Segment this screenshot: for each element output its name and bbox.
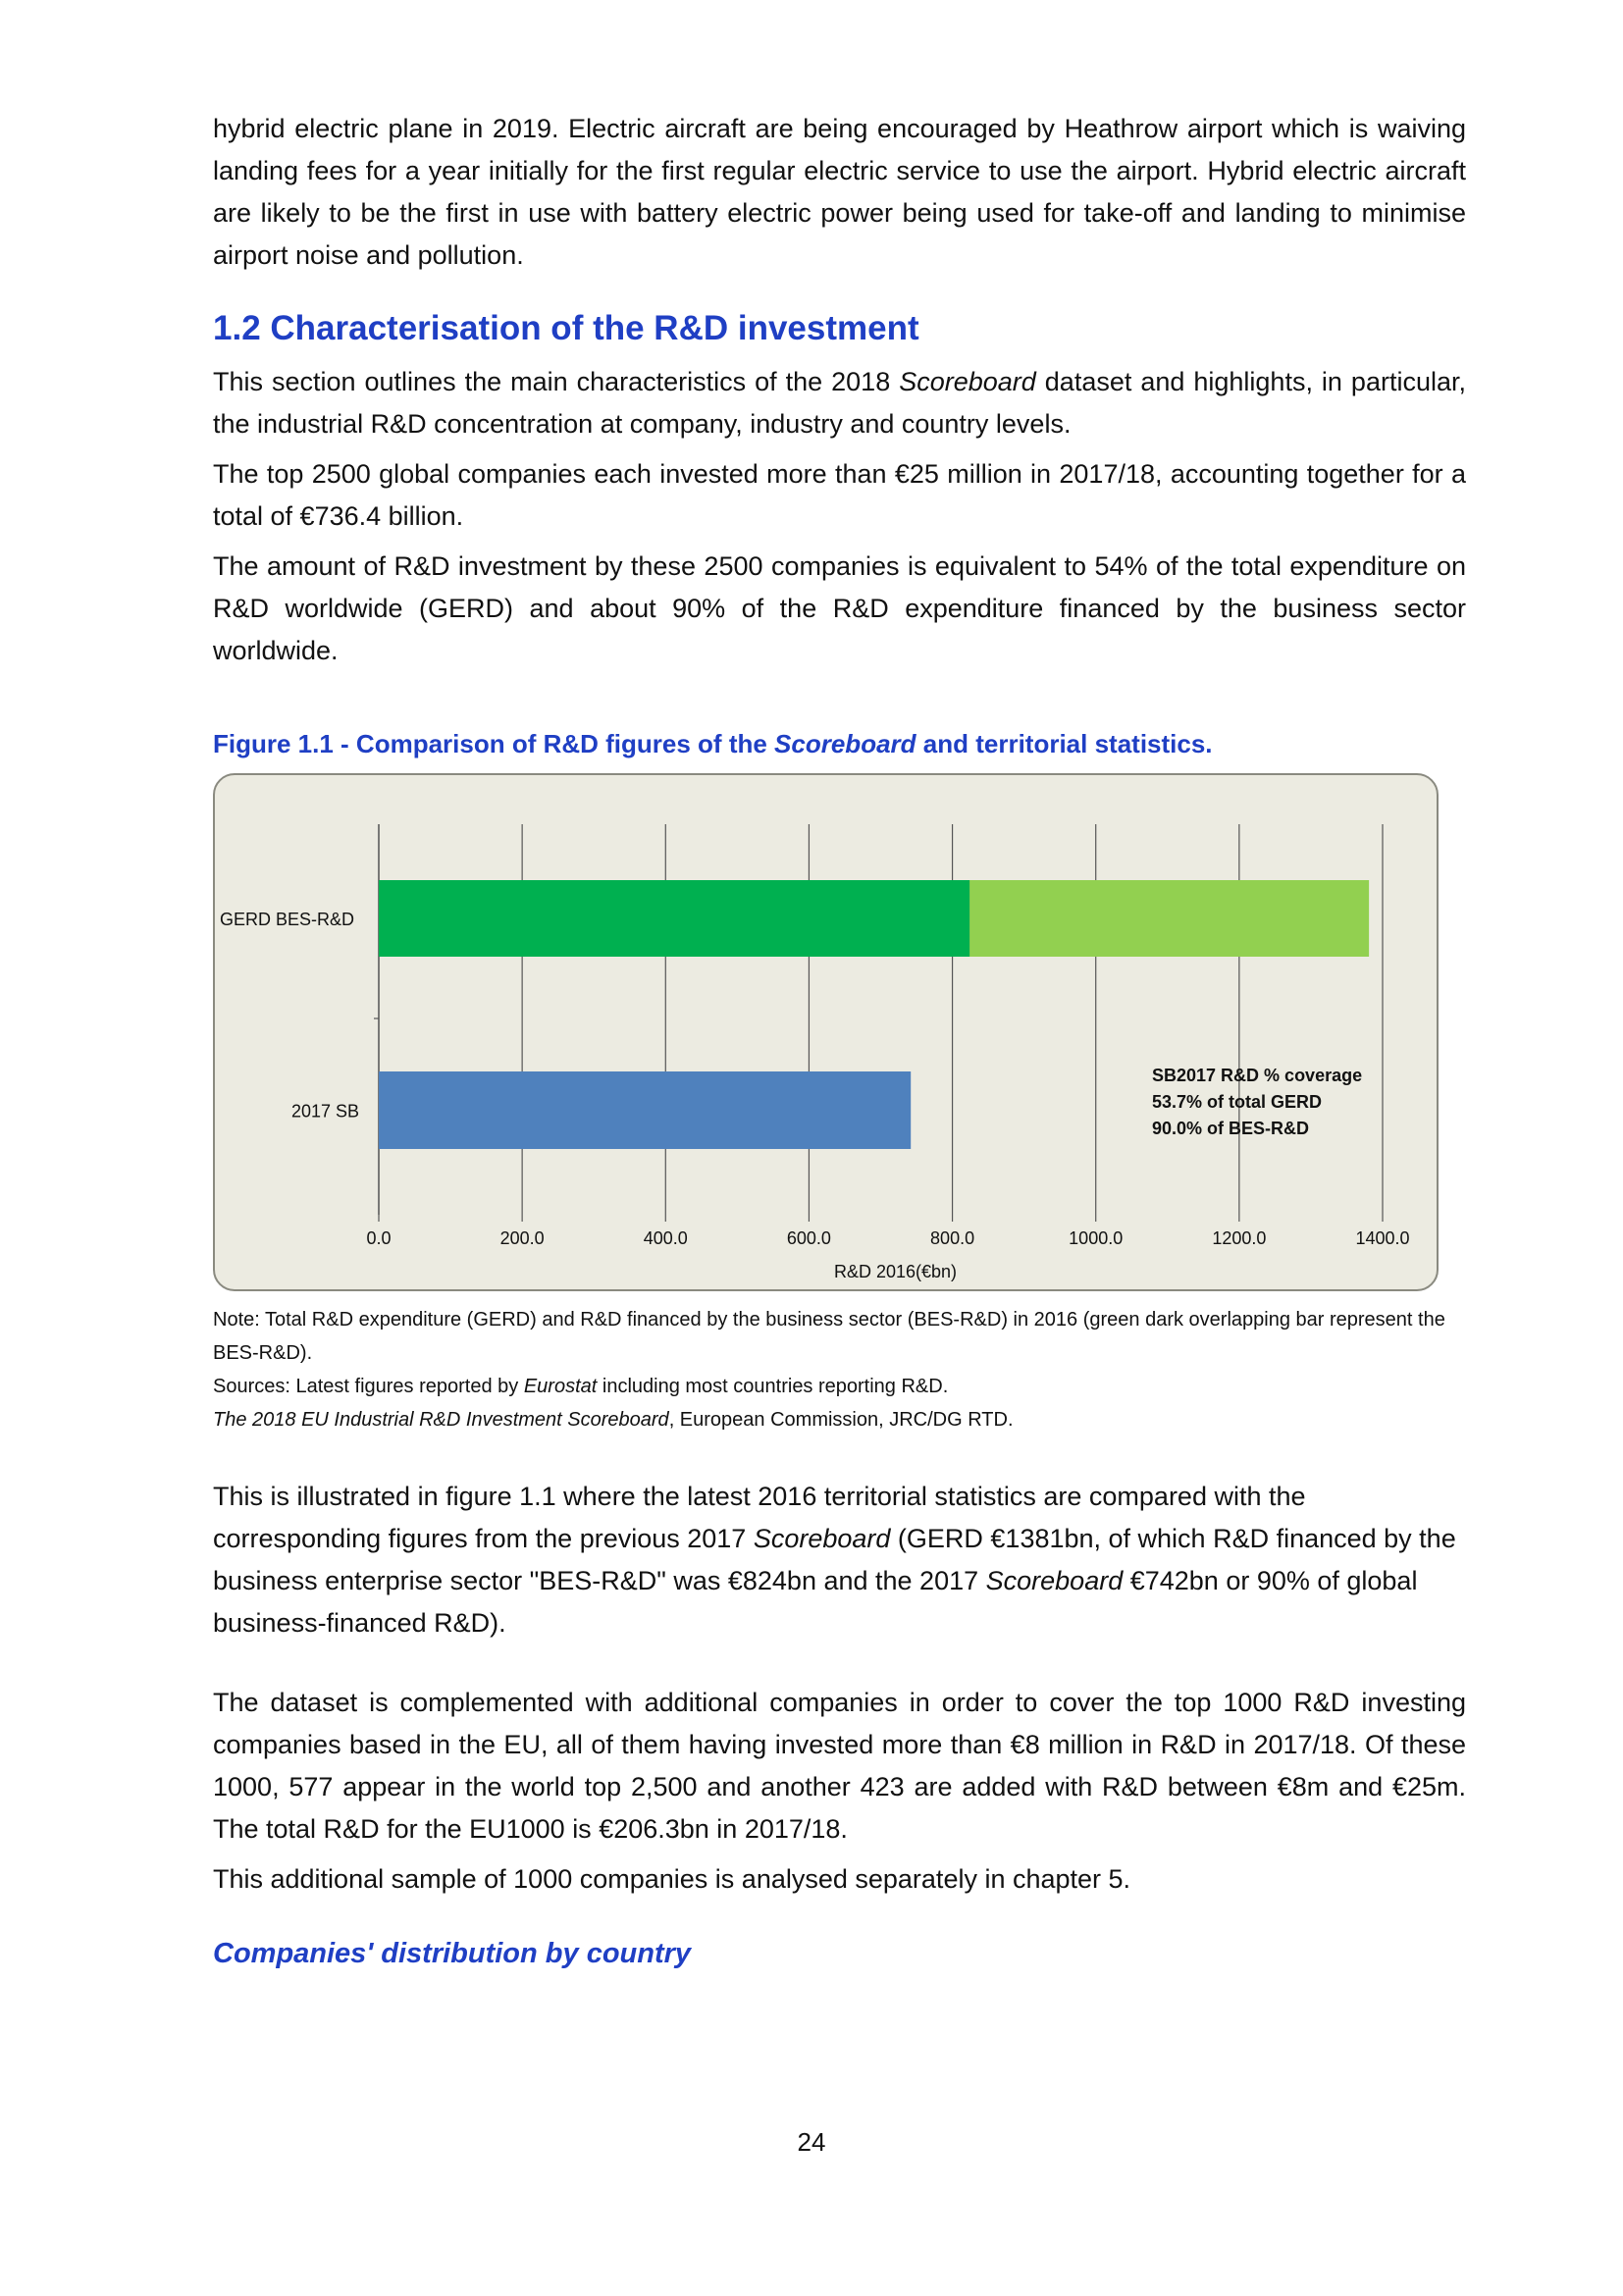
x-tick-label: 1400.0: [1355, 1228, 1410, 1248]
x-tick-label: 800.0: [930, 1228, 975, 1248]
annotation-line: 53.7% of total GERD: [1152, 1092, 1323, 1112]
subheading: Companies' distribution by country: [213, 1938, 692, 1969]
x-axis-label: R&D 2016(€bn): [833, 1262, 958, 1281]
intro-paragraph: hybrid electric plane in 2019. Electric aircraft are being encouraged by Heathrow airport which is waiving landing fees for a year initially for the first regular electric service to use the airport. Hybrid electric aircraft are likely to be the first in use with battery electric power being used for take-off and landing to minimise airport noise and pollution.: [213, 114, 1466, 270]
chart-frame: [213, 773, 1439, 1291]
figure-note: Note: Total R&D expenditure (GERD) and R&D financed by the business sector (BES-R&D) in 2016 (green dark overlapping bar represent the BES-R&D).: [213, 1309, 1445, 1364]
section-title: 1.2 Characterisation of the R&D investment: [213, 309, 919, 347]
x-tick-label: 400.0: [643, 1228, 688, 1248]
bar-2017-sb: [379, 1071, 911, 1149]
x-tick-label: 0.0: [366, 1228, 392, 1248]
category-label: GERD BES-R&D: [220, 910, 355, 929]
x-tick-label: 1000.0: [1069, 1228, 1124, 1248]
bar-chart: [215, 775, 1437, 1289]
bar-bes-rd: [379, 880, 969, 957]
figure-title: Figure 1.1 - Comparison of R&D figures of the Scoreboard and territorial statistics.: [213, 729, 1213, 758]
section-paragraph-1: This section outlines the main characteristics of the 2018 Scoreboard dataset and highlights, in particular, the industrial R&D concentration at company, industry and country levels.: [213, 367, 1466, 439]
after-paragraph: This is illustrated in figure 1.1 where the latest 2016 territorial statistics are compared with the corresponding figures from the previous 2017 Scoreboard (GERD €1381bn, of which R&D financed by the business enterprise sector "BES-R&D" was €824bn and the 2017 Scoreboard €742bn or 90% of global business-financed R&D).: [213, 1482, 1456, 1638]
category-label: 2017 SB: [290, 1101, 359, 1122]
x-tick-label: 200.0: [499, 1228, 545, 1248]
x-tick-label: 1200.0: [1212, 1228, 1267, 1248]
x-tick-label: 600.0: [786, 1228, 831, 1248]
page-number: 24: [797, 2127, 826, 2157]
section-paragraph-2: The top 2500 global companies each invested more than €25 million in 2017/18, accounting together for a total of €736.4 billion.: [213, 459, 1466, 531]
figure-notes: [213, 1303, 1466, 1436]
section-paragraph-3: The amount of R&D investment by these 2500 companies is equivalent to 54% of the total expenditure on R&D worldwide (GERD) and about 90% of the R&D expenditure financed by the business sector worldwide.: [213, 551, 1466, 665]
sample-paragraph: This additional sample of 1000 companies is analysed separately in chapter 5.: [213, 1864, 1131, 1894]
figure-sources: Sources: Latest figures reported by Eurostat including most countries reporting R&D.: [213, 1376, 949, 1397]
annotation-line: SB2017 R&D % coverage: [1152, 1066, 1363, 1085]
annotation-line: 90.0% of BES-R&D: [1152, 1119, 1310, 1138]
page-content: [213, 108, 1466, 1970]
figure-source-2: The 2018 EU Industrial R&D Investment Scoreboard, European Commission, JRC/DG RTD.: [213, 1409, 1014, 1431]
dataset-paragraph: The dataset is complemented with additional companies in order to cover the top 1000 R&D investing companies based in the EU, all of them having invested more than €8 million in R&D in 2017/18. Of these 1000, 577 appear in the world top 2,500 and another 423 are added with R&D between €8m and €25m. The total R&D for the EU1000 is €206.3bn in 2017/18.: [213, 1688, 1466, 1844]
